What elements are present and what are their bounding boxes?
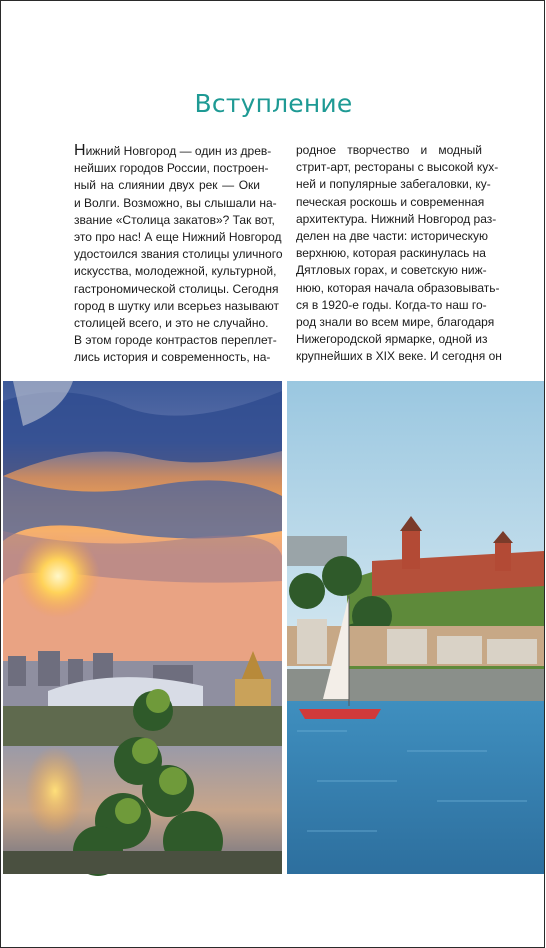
page-title: Вступление (194, 89, 353, 118)
text-line: искусства, молодежной, культурной, (74, 264, 277, 279)
text-column-left (74, 142, 283, 365)
text-line: Нижегородской ярмарке, одной из (296, 332, 488, 347)
text-line: и Волги. Возможно, вы слышали на- (74, 195, 277, 210)
text-column-right (296, 142, 502, 364)
text-line: нейших городов России, построен- (74, 161, 269, 176)
text-line: нюю, которая начала образовывать- (296, 280, 500, 295)
text-line: крупнейших в XIX веке. И сегодня он (296, 349, 502, 364)
text-line: В этом городе контрастов переплет- (74, 333, 277, 348)
text-line: Дятловых горах, и советскую ниж- (296, 263, 487, 278)
text-line: Нижний Новгород — один из древ- (74, 142, 272, 159)
text-line: столицей всего, и это не случайно. (74, 316, 269, 331)
text-line: ный на слиянии двух рек — Оки (74, 178, 260, 193)
text-line: удостоился звания столицы уличного (74, 247, 283, 262)
drop-cap: Н (74, 142, 86, 159)
text-line: род знали во всем мире, благодаря (296, 315, 495, 330)
kremlin-sailboat-photo (287, 381, 544, 874)
text-line: лись история и современность, на- (74, 350, 271, 365)
text-line: архитектура. Нижний Новгород раз- (296, 211, 497, 226)
text-line: ся в 1920-е годы. Когда-то наш го- (296, 297, 487, 312)
text-line: гастрономической столицы. Сегодня (74, 281, 279, 296)
text-line: город в шутку или всерьез называют (74, 298, 280, 313)
text-line: печеская роскошь и современная (296, 194, 485, 209)
sunset-over-river-photo (3, 381, 282, 874)
text-line: это про нас! А еще Нижний Новгород (74, 230, 282, 245)
text-line: родное творчество и модный (296, 143, 482, 157)
text-line: ней и популярные забегаловки, ку- (296, 177, 491, 192)
text-line: звание «Столица закатов»? Так вот, (74, 212, 275, 227)
text-line: стрит-арт, рестораны с высокой кух- (296, 160, 499, 175)
text-line: верхнюю, которая раскинулась на (296, 246, 486, 261)
text-line: делен на две части: историческую (296, 229, 489, 244)
